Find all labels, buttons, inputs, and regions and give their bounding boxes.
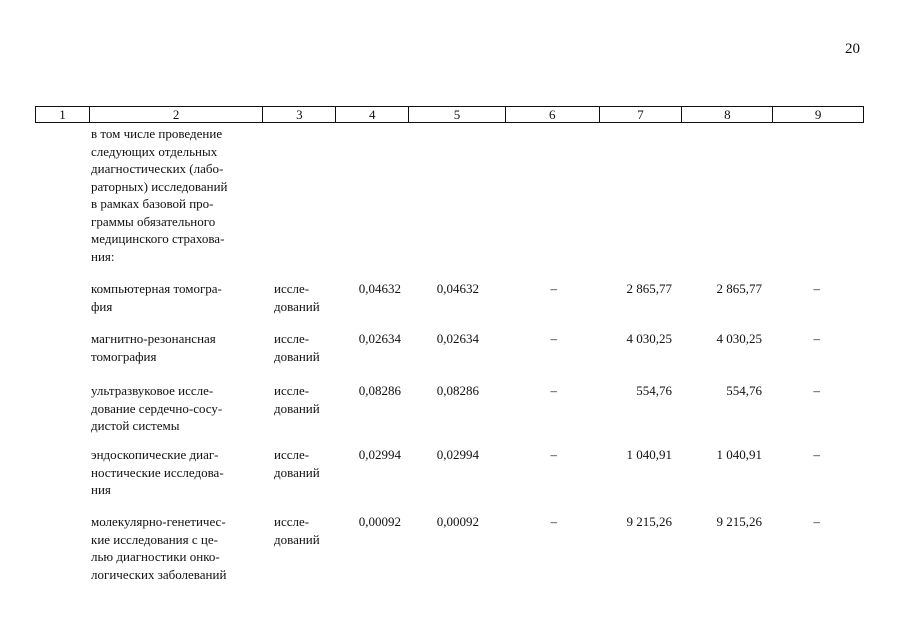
row-col5: 0,00092 xyxy=(436,514,479,529)
row-name: эндоскопические диаг- ностические исследова- ния xyxy=(91,447,224,497)
row-col9: – xyxy=(813,281,820,296)
header-cell-9: 9 xyxy=(772,107,863,122)
intro-row xyxy=(35,125,864,280)
row-col5: 0,08286 xyxy=(436,383,479,398)
row-name: магнитно-резонансная томография xyxy=(91,331,216,364)
row-unit: иссле- дований xyxy=(274,331,320,364)
row-col8: 1 040,91 xyxy=(716,447,762,462)
row-unit: иссле- дований xyxy=(274,383,320,416)
row-col5: 0,02634 xyxy=(436,331,479,346)
row-col6: – xyxy=(550,383,557,398)
row-col4: 0,04632 xyxy=(358,281,401,296)
row-col4: 0,00092 xyxy=(358,514,401,529)
row-col8: 9 215,26 xyxy=(716,514,762,529)
row-col6: – xyxy=(550,281,557,296)
header-cell-4: 4 xyxy=(335,107,408,122)
table-row xyxy=(35,382,864,446)
intro-text: в том числе проведение следующих отдельных диагностических (лабо- раторных) исследований в рамках базовой про- граммы обязательного медицинского страхова- ния: xyxy=(91,126,228,264)
header-cell-7: 7 xyxy=(599,107,682,122)
table-header-row xyxy=(35,106,864,123)
table-row xyxy=(35,330,864,382)
row-name: молекулярно-генетичес- кие исследования с це- лью диагностики онко- логических заболеваний xyxy=(91,514,227,582)
header-cell-2: 2 xyxy=(89,107,263,122)
page-number: 20 xyxy=(845,41,860,57)
row-name: компьютерная томогра- фия xyxy=(91,281,222,314)
row-unit: иссле- дований xyxy=(274,281,320,314)
row-col7: 1 040,91 xyxy=(626,447,672,462)
row-col8: 4 030,25 xyxy=(716,331,762,346)
row-name: ультразвуковое иссле- дование сердечно-сосу- дистой системы xyxy=(91,383,223,433)
row-col9: – xyxy=(813,383,820,398)
row-col6: – xyxy=(550,447,557,462)
row-col4: 0,08286 xyxy=(358,383,401,398)
header-cell-6: 6 xyxy=(505,107,599,122)
row-col8: 554,76 xyxy=(726,383,762,398)
row-unit: иссле- дований xyxy=(274,447,320,480)
row-col7: 9 215,26 xyxy=(626,514,672,529)
row-col4: 0,02994 xyxy=(358,447,401,462)
table-row xyxy=(35,446,864,513)
row-col4: 0,02634 xyxy=(358,331,401,346)
header-cell-8: 8 xyxy=(681,107,772,122)
row-col5: 0,02994 xyxy=(436,447,479,462)
header-cell-1: 1 xyxy=(59,107,66,122)
row-col7: 554,76 xyxy=(636,383,672,398)
row-col7: 4 030,25 xyxy=(626,331,672,346)
header-cell-3: 3 xyxy=(262,107,335,122)
data-table xyxy=(35,106,864,585)
row-unit: иссле- дований xyxy=(274,514,320,547)
row-col9: – xyxy=(813,514,820,529)
row-col6: – xyxy=(550,331,557,346)
table-row xyxy=(35,513,864,585)
row-col6: – xyxy=(550,514,557,529)
table-row xyxy=(35,280,864,330)
row-col9: – xyxy=(813,447,820,462)
row-col5: 0,04632 xyxy=(436,281,479,296)
row-col8: 2 865,77 xyxy=(716,281,762,296)
header-cell-5: 5 xyxy=(408,107,505,122)
row-col7: 2 865,77 xyxy=(626,281,672,296)
row-col9: – xyxy=(813,331,820,346)
